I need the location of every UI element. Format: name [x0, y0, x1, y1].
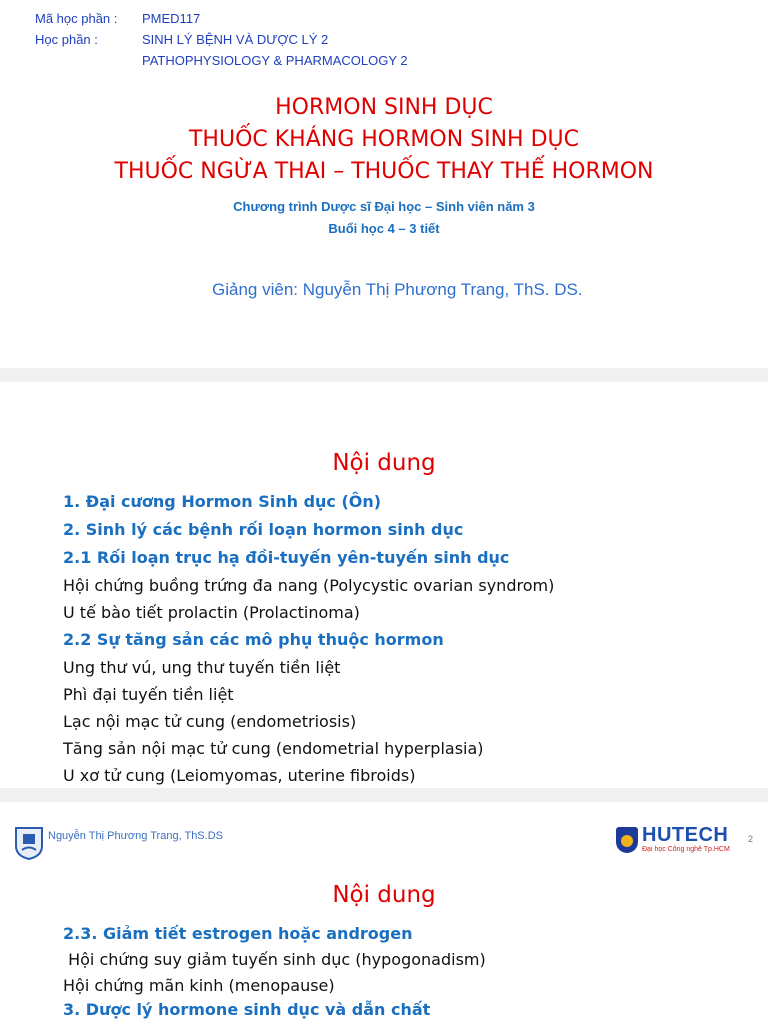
lecturer-name: Giảng viên: Nguyễn Thị Phương Trang, ThS. DS. — [212, 280, 583, 299]
session-subtitle: Buổi học 4 – 3 tiết — [328, 221, 440, 236]
contents-slide-1 — [0, 382, 768, 788]
content-line: Hội chứng mãn kinh (menopause) — [63, 976, 335, 995]
content-line: 2.2 Sự tăng sản các mô phụ thuộc hormon — [63, 630, 444, 649]
content-line: 3. Dược lý hormone sinh dục và dẫn chất — [63, 1000, 431, 1019]
content-line: 2.3. Giảm tiết estrogen hoặc androgen — [63, 924, 413, 943]
page-number: 2 — [748, 834, 754, 844]
course-code-label: Mã học phần : — [35, 11, 118, 26]
content-line: U xơ tử cung (Leiomyomas, uterine fibroids) — [63, 766, 416, 785]
contents-slide-2 — [0, 802, 768, 1024]
slide-title-line-2: THUỐC KHÁNG HORMON SINH DỤC — [188, 127, 580, 152]
slide-separator — [0, 368, 768, 382]
content-line: 2. Sinh lý các bệnh rối loạn hormon sinh dục — [63, 520, 464, 539]
footer-author: Nguyễn Thị Phương Trang, ThS.DS — [48, 830, 223, 842]
university-crest-icon — [14, 826, 44, 860]
course-name-value: SINH LÝ BỆNH VÀ DƯỢC LÝ 2 — [142, 32, 329, 47]
slide-separator — [0, 788, 768, 802]
content-line: 1. Đại cương Hormon Sinh dục (Ôn) — [63, 492, 382, 511]
content-line: Phì đại tuyến tiền liệt — [63, 685, 234, 704]
content-line: Ung thư vú, ung thư tuyến tiền liệt — [63, 658, 341, 677]
contents-title: Nội dung — [332, 882, 436, 908]
hutech-logo — [616, 824, 736, 860]
hutech-logo-name: HUTECH — [642, 824, 729, 846]
content-line: Tăng sản nội mạc tử cung (endometrial hyperplasia) — [63, 739, 484, 758]
program-subtitle: Chương trình Dược sĩ Đại học – Sinh viên năm 3 — [233, 199, 535, 214]
hutech-shield-icon — [616, 827, 638, 853]
contents-title: Nội dung — [332, 450, 436, 476]
content-line: Hội chứng buồng trứng đa nang (Polycystic ovarian syndrom) — [63, 576, 555, 595]
title-slide — [0, 0, 768, 368]
course-code-value: PMED117 — [142, 11, 201, 26]
course-english-value: PATHOPHYSIOLOGY & PHARMACOLOGY 2 — [142, 53, 408, 68]
content-line: Lạc nội mạc tử cung (endometriosis) — [63, 712, 357, 731]
slide-title-line-3: THUỐC NGỪA THAI – THUỐC THAY THẾ HORMON — [114, 159, 654, 184]
slide-title-line-1: HORMON SINH DỤC — [275, 95, 493, 120]
course-name-label: Học phần : — [35, 32, 98, 47]
slide2-footer — [0, 824, 768, 864]
content-line: 2.1 Rối loạn trục hạ đồi-tuyến yên-tuyến sinh dục — [63, 548, 510, 567]
content-line: U tế bào tiết prolactin (Prolactinoma) — [63, 603, 360, 622]
content-line: Hội chứng suy giảm tuyến sinh dục (hypogonadism) — [63, 950, 486, 969]
hutech-logo-tagline: Đại học Công nghệ Tp.HCM — [642, 846, 730, 853]
